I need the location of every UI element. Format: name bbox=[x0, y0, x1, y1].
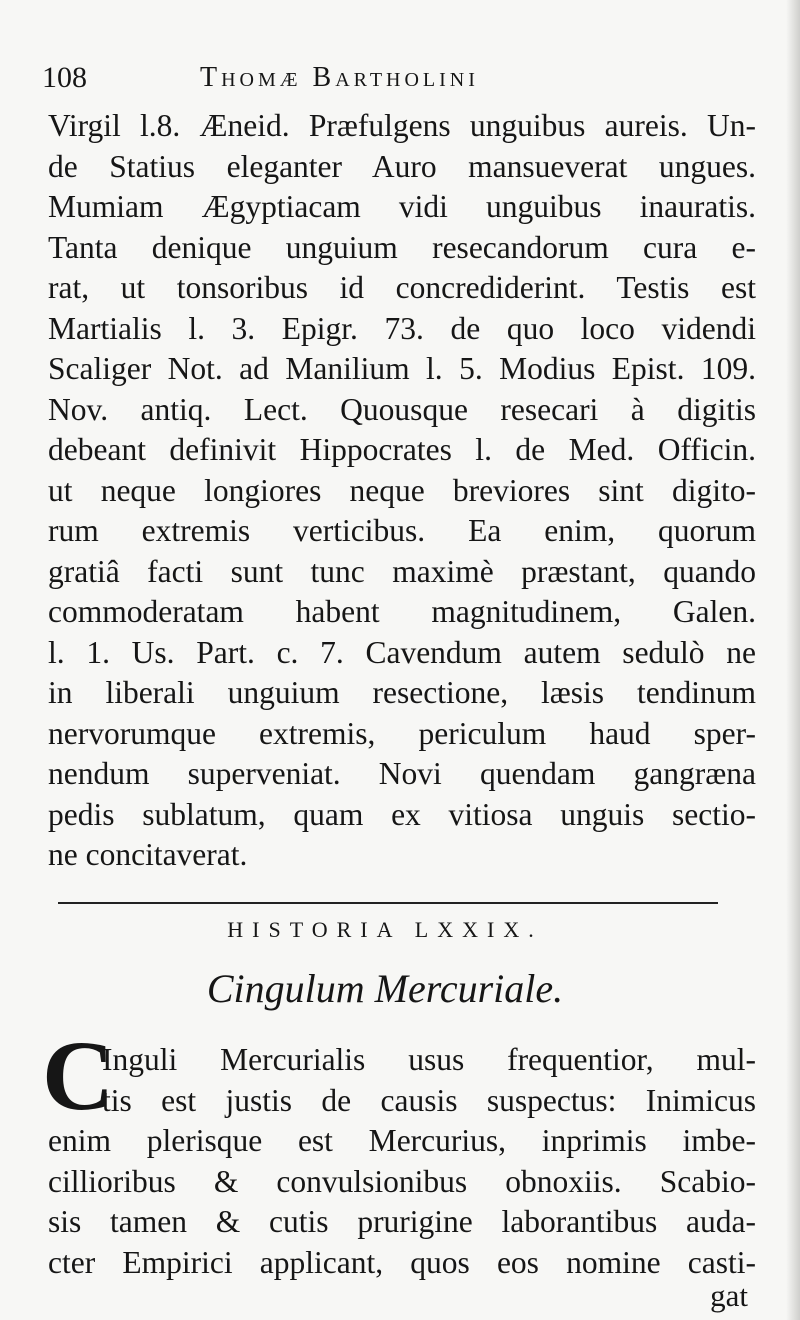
text-line: cter Empirici applicant, quos eos nomine casti- bbox=[48, 1244, 756, 1280]
running-head: Thomæ Bartholini bbox=[200, 62, 479, 93]
page-header bbox=[42, 58, 762, 98]
text-line: ut neque longiores neque breviores sint digito- bbox=[48, 472, 756, 508]
text-line: de Statius eleganter Auro mansueverat ungues. bbox=[48, 148, 756, 184]
drop-cap: C bbox=[42, 1020, 115, 1131]
text-line: enim plerisque est Mercurius, inprimis imbe- bbox=[48, 1123, 756, 1158]
section-text bbox=[48, 1040, 756, 1283]
page-edge-shadow bbox=[786, 0, 800, 1320]
text-line: Virgil l.8. Æneid. Præfulgens unguibus aureis. Un- bbox=[48, 108, 756, 143]
text-line: Inguli Mercurialis usus frequentior, mul- bbox=[102, 1042, 756, 1077]
text-line: nendum superveniat. Novi quendam gangræna bbox=[48, 756, 756, 791]
chapter-title: Cingulum Mercuriale. bbox=[206, 966, 564, 1011]
text-line: tis est justis de causis suspectus: Inimicus bbox=[102, 1082, 756, 1118]
text-line: Martialis l. 3. Epigr. 73. de quo loco videndi bbox=[48, 310, 756, 346]
text-line: cillioribus & convulsionibus obnoxiis. Scabio- bbox=[48, 1163, 756, 1199]
text-line: l. 1. Us. Part. c. 7. Cavendum autem sedulò ne bbox=[48, 634, 756, 670]
text-line: Mumiam Ægyptiacam vidi unguibus inauratis. bbox=[48, 189, 756, 224]
text-line: Nov. antiq. Lect. Quousque resecari à digitis bbox=[48, 391, 756, 427]
text-line: nervorumque extremis, periculum haud sper- bbox=[48, 715, 756, 751]
text-line: pedis sublatum, quam ex vitiosa unguis sectio- bbox=[48, 796, 756, 832]
main-text bbox=[48, 106, 756, 876]
catchword: gat bbox=[710, 1278, 748, 1313]
text-line: Tanta denique unguium resecandorum cura e- bbox=[48, 229, 756, 265]
text-line: commoderatam habent magnitudinem, Galen. bbox=[48, 594, 756, 629]
text-line: rum extremis verticibus. Ea enim, quorum bbox=[48, 513, 756, 548]
text-line: debeant definivit Hippocrates l. de Med. Officin. bbox=[48, 432, 756, 467]
text-line: in liberali unguium resectione, læsis tendinum bbox=[48, 675, 756, 710]
section-divider bbox=[58, 902, 718, 904]
text-line: sis tamen & cutis prurigine laborantibus auda- bbox=[48, 1204, 756, 1239]
text-line: ne concitaverat. bbox=[48, 837, 248, 872]
text-line: gratiâ facti sunt tunc maximè præstant, quando bbox=[48, 553, 756, 589]
text-line: rat, ut tonsoribus id concrediderint. Testis est bbox=[48, 270, 756, 305]
text-line: Scaliger Not. ad Manilium l. 5. Modius Epist. 109. bbox=[48, 351, 756, 386]
page-number: 108 bbox=[42, 61, 87, 94]
historia-heading: HISTORIA LXXIX. bbox=[227, 917, 543, 942]
